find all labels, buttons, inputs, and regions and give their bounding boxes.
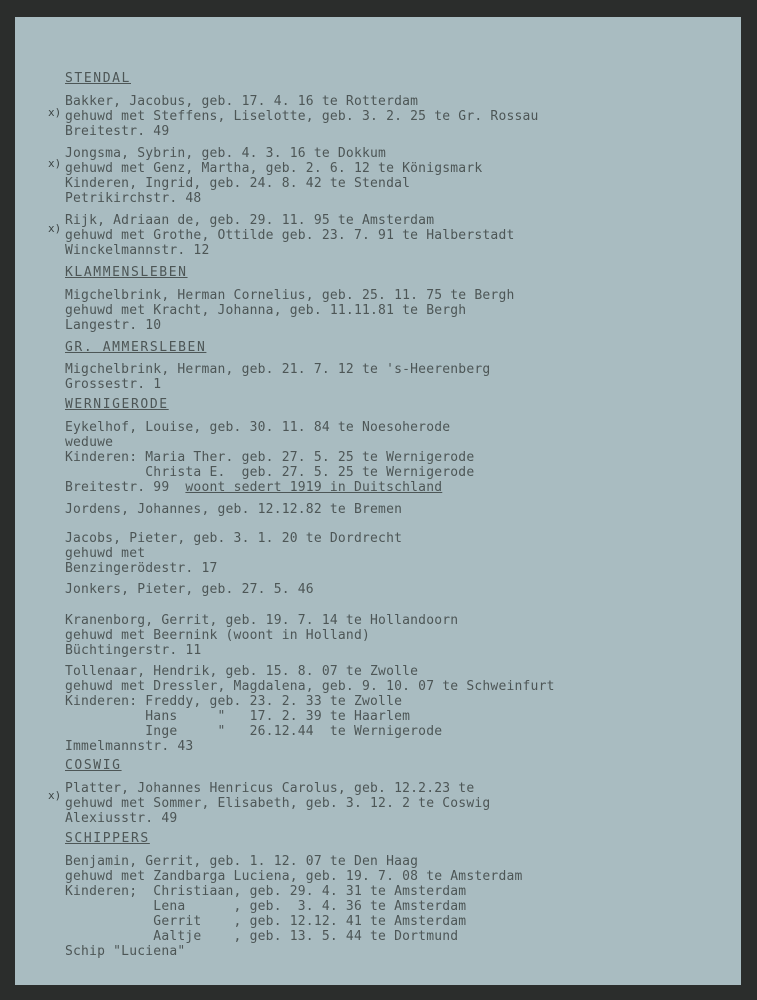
entry-line: Inge " 26.12.44 te Wernigerode (65, 724, 443, 739)
entry-line: gehuwd met Steffens, Liselotte, geb. 3. 2. 25 te Gr. Rossau (65, 109, 539, 124)
entry-line: Jordens, Johannes, geb. 12.12.82 te Bremen (65, 502, 403, 517)
entry-line: Immelmannstr. 43 (65, 739, 194, 754)
entry-line: gehuwd met Dressler, Magdalena, geb. 9. 10. 07 te Schweinfurt (65, 679, 555, 694)
entry-line: gehuwd met (65, 546, 146, 561)
section-heading-klammensleben: KLAMMENSLEBEN (65, 265, 188, 280)
entry-line: Benzingerödestr. 17 (65, 561, 218, 576)
entry-line: Rijk, Adriaan de, geb. 29. 11. 95 te Amsterdam (65, 213, 435, 228)
entry-line: gehuwd met Zandbarga Luciena, geb. 19. 7. 08 te Amsterdam (65, 869, 523, 884)
entry-line: gehuwd met Beernink (woont in Holland) (65, 628, 371, 643)
entry-line: Bakker, Jacobus, geb. 17. 4. 16 te Rotterdam (65, 94, 419, 109)
entry-line: Schip "Luciena" (65, 944, 186, 959)
entry-line: Christa E. geb. 27. 5. 25 te Wernigerode (65, 465, 475, 480)
entry-line: gehuwd met Grothe, Ottilde geb. 23. 7. 91 te Halberstadt (65, 228, 515, 243)
margin-mark: x) (48, 106, 62, 119)
entry-line: Hans " 17. 2. 39 te Haarlem (65, 709, 411, 724)
entry-line: Aaltje , geb. 13. 5. 44 te Dortmund (65, 929, 459, 944)
entry-line: Büchtingerstr. 11 (65, 643, 202, 658)
address-text: Breitestr. 99 (65, 480, 186, 495)
entry-line: Kranenborg, Gerrit, geb. 19. 7. 14 te Hollandoorn (65, 613, 459, 628)
entry-line: gehuwd met Sommer, Elisabeth, geb. 3. 12. 2 te Coswig (65, 796, 491, 811)
entry-line: Grossestr. 1 (65, 377, 162, 392)
entry-line: Kinderen: Maria Ther. geb. 27. 5. 25 te Wernigerode (65, 450, 475, 465)
section-heading-ammersleben: GR. AMMERSLEBEN (65, 340, 207, 355)
section-heading-stendal: STENDAL (65, 71, 131, 86)
entry-line: Kinderen, Ingrid, geb. 24. 8. 42 te Stendal (65, 176, 411, 191)
entry-line: Jonkers, Pieter, geb. 27. 5. 46 (65, 582, 314, 597)
entry-line (65, 480, 442, 495)
entry-line: Migchelbrink, Herman, geb. 21. 7. 12 te 's-Heerenberg (65, 362, 491, 377)
entry-line: Langestr. 10 (65, 318, 162, 333)
section-heading-coswig: COSWIG (65, 758, 122, 773)
section-heading-wernigerode: WERNIGERODE (65, 397, 169, 412)
entry-line: Lena , geb. 3. 4. 36 te Amsterdam (65, 899, 467, 914)
margin-mark: x) (48, 222, 62, 235)
entry-line: Winckelmannstr. 12 (65, 243, 210, 258)
margin-mark: x) (48, 789, 62, 802)
entry-line: Gerrit , geb. 12.12. 41 te Amsterdam (65, 914, 467, 929)
entry-line: Migchelbrink, Herman Cornelius, geb. 25. 11. 75 te Bergh (65, 288, 515, 303)
entry-line: gehuwd met Genz, Martha, geb. 2. 6. 12 te Königsmark (65, 161, 483, 176)
section-heading-schippers: SCHIPPERS (65, 831, 150, 846)
entry-line: Kinderen; Christiaan, geb. 29. 4. 31 te Amsterdam (65, 884, 467, 899)
entry-line: gehuwd met Kracht, Johanna, geb. 11.11.81 te Bergh (65, 303, 467, 318)
entry-line: Eykelhof, Louise, geb. 30. 11. 84 te Noesoherode (65, 420, 451, 435)
entry-line: Kinderen: Freddy, geb. 23. 2. 33 te Zwolle (65, 694, 403, 709)
entry-line: Benjamin, Gerrit, geb. 1. 12. 07 te Den Haag (65, 854, 419, 869)
underlined-note: woont sedert 1919 in Duitschland (185, 480, 443, 495)
entry-line: Tollenaar, Hendrik, geb. 15. 8. 07 te Zwolle (65, 664, 419, 679)
entry-line: Jongsma, Sybrin, geb. 4. 3. 16 te Dokkum (65, 146, 387, 161)
entry-line: weduwe (65, 435, 114, 450)
entry-line: Jacobs, Pieter, geb. 3. 1. 20 te Dordrecht (65, 531, 403, 546)
entry-line: Breitestr. 49 (65, 124, 170, 139)
entry-line: Petrikirchstr. 48 (65, 191, 202, 206)
entry-line: Platter, Johannes Henricus Carolus, geb. 12.2.23 te (65, 781, 475, 796)
document-sheet (15, 17, 741, 985)
entry-line: Alexiusstr. 49 (65, 811, 178, 826)
margin-mark: x) (48, 157, 62, 170)
